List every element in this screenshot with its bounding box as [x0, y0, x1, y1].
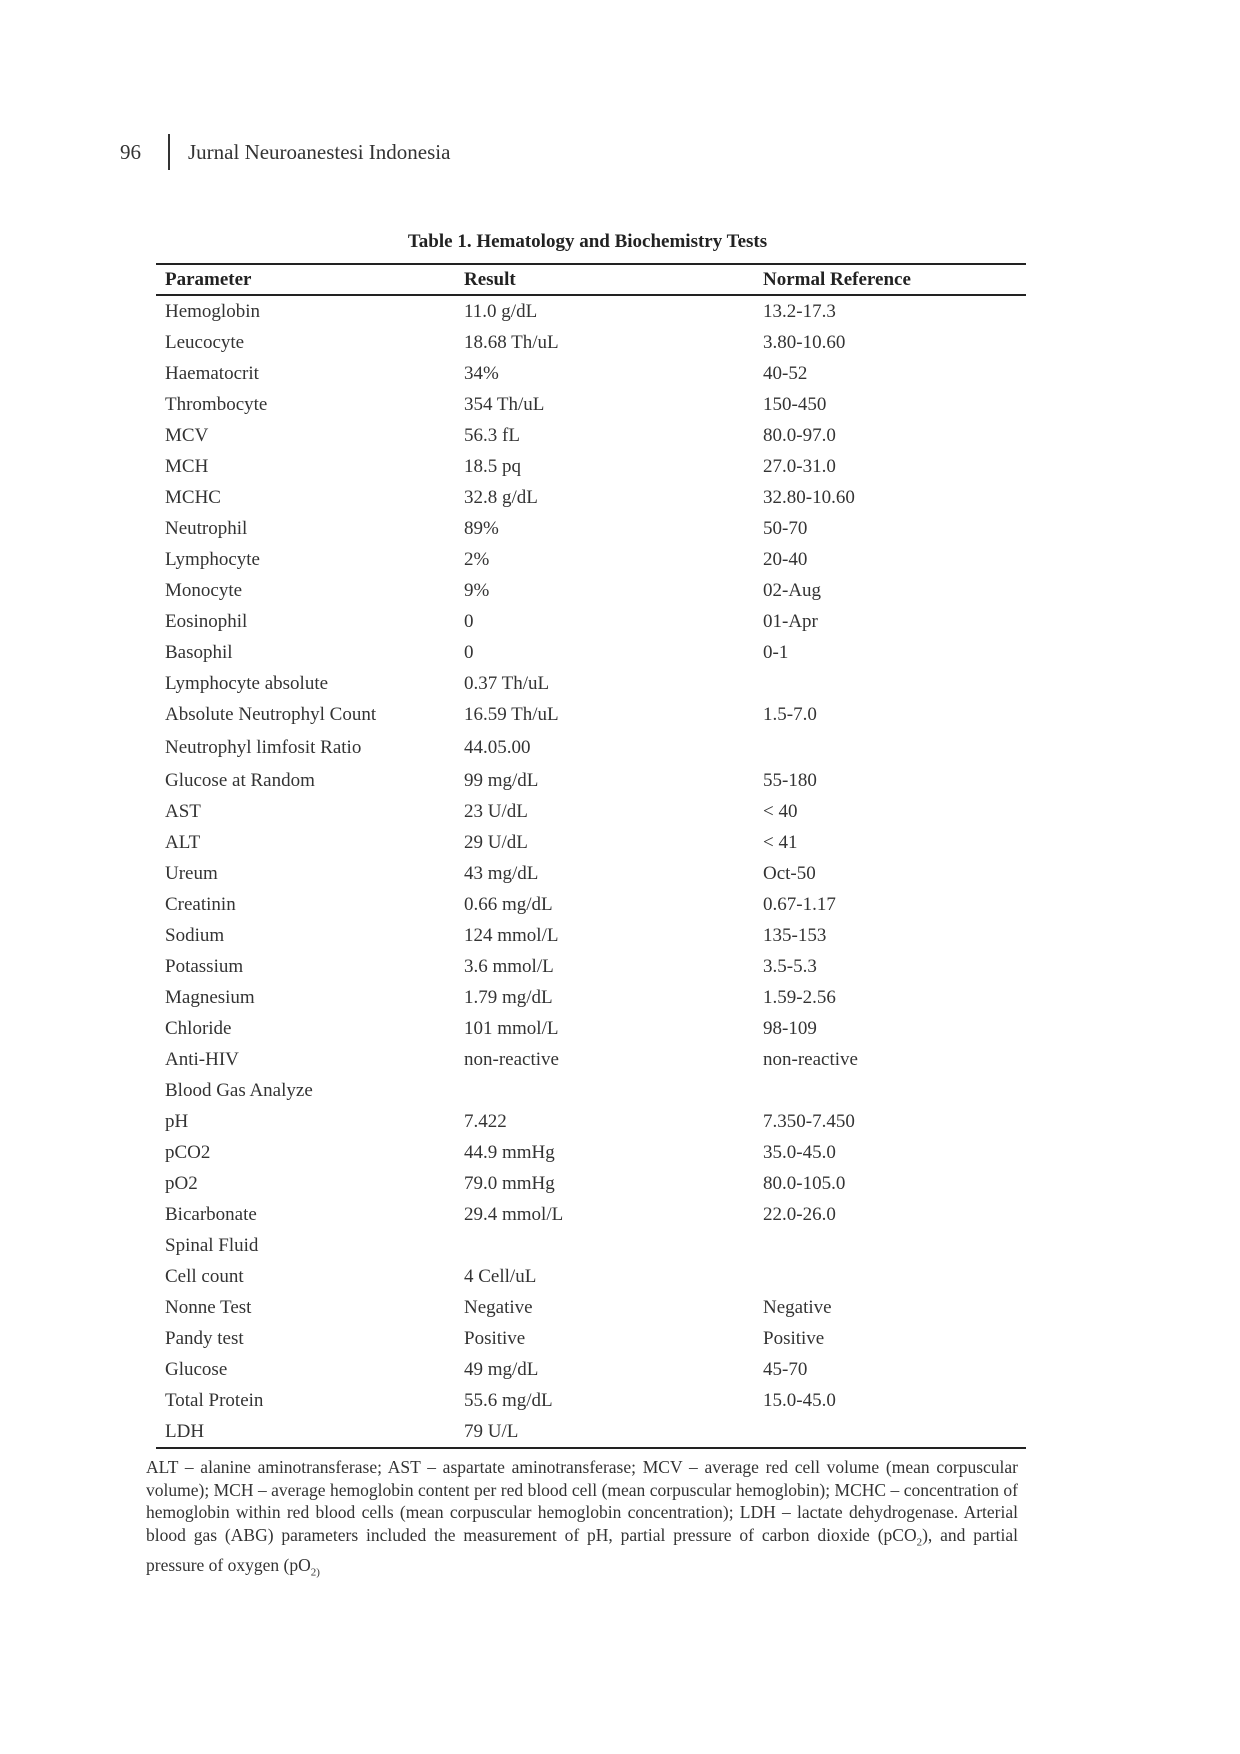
cell-normal-reference: 7.350-7.450 — [763, 1110, 855, 1132]
cell-parameter: MCV — [165, 424, 209, 446]
cell-normal-reference: < 41 — [763, 831, 798, 853]
cell-parameter: Sodium — [165, 924, 225, 946]
table-row — [156, 765, 1026, 796]
table-row — [156, 1013, 1026, 1044]
table-row — [156, 451, 1026, 482]
cell-parameter: Cell count — [165, 1265, 244, 1287]
cell-result: 55.6 mg/dL — [464, 1389, 553, 1411]
header-divider — [168, 134, 170, 170]
running-header — [120, 134, 450, 170]
cell-result: Positive — [464, 1327, 526, 1349]
cell-normal-reference: non-reactive — [763, 1048, 858, 1070]
cell-normal-reference: 20-40 — [763, 548, 808, 570]
cell-parameter: Nonne Test — [165, 1296, 252, 1318]
table-row — [156, 1137, 1026, 1168]
cell-normal-reference: 02-Aug — [763, 579, 822, 601]
cell-parameter: Basophil — [165, 641, 233, 663]
cell-parameter: pCO2 — [165, 1141, 211, 1163]
cell-normal-reference: 22.0-26.0 — [763, 1203, 836, 1225]
cell-parameter: pH — [165, 1110, 189, 1132]
cell-result: 79 U/L — [455, 1416, 754, 1448]
cell-normal-reference: 1.5-7.0 — [763, 703, 817, 725]
footnote-text: ALT – alanine aminotransferase; AST – aspartate aminotransferase; MCV – average red cell volume (mean corpuscular volume); MCH – average hemoglobin content per red blood cell (mean corpuscular hemoglobin); MCHC – concentration of hemoglobin within red blood cells (mean corpuscular hemoglobin concentration); LDH – lactate dehydrogenase. Arterial blood gas (ABG) parameters included the measurement of pH, partial pressure of carbon dioxide (pCO — [146, 1457, 1018, 1545]
cell-normal-reference: 3.80-10.60 — [763, 331, 846, 353]
table-row — [156, 889, 1026, 920]
cell-normal-reference — [754, 668, 1026, 699]
table-title: Table 1. Hematology and Biochemistry Tests — [407, 231, 768, 252]
journal-title: Jurnal Neuroanestesi Indonesia — [188, 139, 451, 164]
cell-parameter: Total Protein — [165, 1389, 264, 1411]
table-row — [156, 606, 1026, 637]
table-row — [156, 482, 1026, 513]
table-row — [156, 1106, 1026, 1137]
table-row — [156, 637, 1026, 668]
cell-parameter: LDH — [156, 1416, 455, 1448]
table-row — [156, 295, 1026, 327]
cell-normal-reference: 0.67-1.17 — [763, 893, 836, 915]
cell-parameter: Absolute Neutrophyl Count — [165, 703, 377, 725]
cell-result: 0 — [464, 641, 474, 663]
cell-result: 29 U/dL — [464, 831, 528, 853]
table-row — [156, 730, 1026, 765]
cell-result: 18.5 pq — [464, 455, 521, 477]
cell-parameter: pO2 — [165, 1172, 198, 1194]
cell-normal-reference: 50-70 — [763, 517, 808, 539]
cell-parameter: Neutrophyl limfosit Ratio — [165, 736, 362, 758]
table-row — [156, 827, 1026, 858]
cell-normal-reference: 45-70 — [763, 1358, 808, 1380]
cell-result — [455, 1230, 754, 1261]
cell-parameter: MCHC — [165, 486, 221, 508]
table-header-row — [156, 264, 1026, 295]
table-row — [156, 1230, 1026, 1261]
cell-result: 89% — [464, 517, 499, 539]
cell-result: 79.0 mmHg — [464, 1172, 555, 1194]
cell-result: 7.422 — [464, 1110, 507, 1132]
table-row — [156, 1044, 1026, 1075]
cell-normal-reference: 150-450 — [763, 393, 827, 415]
cell-parameter: Leucocyte — [165, 331, 245, 353]
cell-normal-reference: 32.80-10.60 — [763, 486, 855, 508]
cell-result: 44.9 mmHg — [464, 1141, 555, 1163]
table-row — [156, 1416, 1026, 1448]
cell-parameter: Spinal Fluid — [165, 1234, 259, 1256]
table-row — [156, 513, 1026, 544]
cell-normal-reference: 135-153 — [763, 924, 827, 946]
cell-parameter: Neutrophil — [165, 517, 248, 539]
cell-normal-reference: 1.59-2.56 — [763, 986, 836, 1008]
cell-parameter: Eosinophil — [165, 610, 248, 632]
cell-parameter: AST — [165, 800, 201, 822]
column-header-result: Result — [455, 264, 754, 295]
cell-result: 32.8 g/dL — [464, 486, 538, 508]
cell-normal-reference: 80.0-97.0 — [763, 424, 836, 446]
table-row — [156, 420, 1026, 451]
table-row — [156, 920, 1026, 951]
cell-result: non-reactive — [464, 1048, 559, 1070]
table-row — [156, 951, 1026, 982]
table-row — [156, 1168, 1026, 1199]
cell-parameter: Anti-HIV — [165, 1048, 239, 1070]
cell-parameter: Monocyte — [165, 579, 243, 601]
cell-result: 29.4 mmol/L — [464, 1203, 564, 1225]
cell-normal-reference: 0-1 — [763, 641, 789, 663]
cell-normal-reference: 01-Apr — [763, 610, 818, 632]
cell-parameter: Creatinin — [165, 893, 236, 915]
cell-normal-reference — [754, 1261, 1026, 1292]
cell-normal-reference: 27.0-31.0 — [763, 455, 836, 477]
cell-parameter: Glucose at Random — [165, 769, 315, 791]
cell-result: 4 Cell/uL — [464, 1265, 537, 1287]
cell-parameter: Blood Gas Analyze — [165, 1079, 313, 1101]
table-row — [156, 699, 1026, 730]
column-header-normal-reference: Normal Reference — [754, 264, 1026, 295]
cell-result: 0.66 mg/dL — [464, 893, 553, 915]
table-row — [156, 1354, 1026, 1385]
cell-normal-reference: 15.0-45.0 — [763, 1389, 836, 1411]
cell-normal-reference: < 40 — [763, 800, 798, 822]
table-row — [156, 1075, 1026, 1106]
cell-result: 34% — [464, 362, 499, 384]
cell-result: Negative — [464, 1296, 533, 1318]
cell-normal-reference: Oct-50 — [763, 862, 816, 884]
footnote-subscript-pco2: 2 — [916, 1536, 923, 1548]
cell-result: 99 mg/dL — [464, 769, 539, 791]
cell-normal-reference: Positive — [763, 1327, 825, 1349]
cell-normal-reference: Negative — [763, 1296, 832, 1318]
cell-parameter: Lymphocyte — [165, 548, 260, 570]
cell-normal-reference — [754, 1416, 1026, 1448]
cell-normal-reference — [754, 1230, 1026, 1261]
cell-normal-reference: 98-109 — [763, 1017, 817, 1039]
cell-result: 124 mmol/L — [464, 924, 559, 946]
table-row — [156, 1385, 1026, 1416]
cell-result: 101 mmol/L — [464, 1017, 559, 1039]
table-row — [156, 858, 1026, 889]
cell-result: 43 mg/dL — [464, 862, 539, 884]
table-row — [156, 327, 1026, 358]
cell-parameter: Bicarbonate — [165, 1203, 257, 1225]
table-row — [156, 1261, 1026, 1292]
footnote-subscript-po2: 2) — [310, 1566, 320, 1578]
cell-parameter: Thrombocyte — [165, 393, 268, 415]
table-row — [156, 575, 1026, 606]
cell-parameter: Potassium — [165, 955, 244, 977]
cell-result: 9% — [464, 579, 490, 601]
table-row — [156, 544, 1026, 575]
cell-parameter: MCH — [165, 455, 209, 477]
cell-result: 0.37 Th/uL — [464, 672, 550, 694]
cell-parameter: Glucose — [165, 1358, 228, 1380]
cell-normal-reference: 40-52 — [763, 362, 808, 384]
cell-result: 2% — [464, 548, 490, 570]
cell-parameter: Ureum — [165, 862, 218, 884]
cell-result: 18.68 Th/uL — [464, 331, 559, 353]
lab-results-table — [156, 263, 1026, 1449]
table-row — [156, 1199, 1026, 1230]
cell-result: 23 U/dL — [464, 800, 528, 822]
table-footnote — [146, 1456, 1018, 1584]
cell-result: 11.0 g/dL — [464, 300, 538, 322]
table-row — [156, 982, 1026, 1013]
cell-normal-reference — [754, 730, 1026, 765]
table-row — [156, 358, 1026, 389]
table-row — [156, 796, 1026, 827]
cell-result: 56.3 fL — [464, 424, 520, 446]
table-body — [156, 295, 1026, 1448]
cell-result: 3.6 mmol/L — [464, 955, 554, 977]
cell-parameter: ALT — [165, 831, 201, 853]
cell-result: 16.59 Th/uL — [464, 703, 559, 725]
cell-parameter: Haematocrit — [165, 362, 259, 384]
cell-normal-reference: 13.2-17.3 — [763, 300, 836, 322]
cell-result: 0 — [464, 610, 474, 632]
cell-result: 354 Th/uL — [464, 393, 545, 415]
page-number: 96 — [120, 139, 141, 164]
cell-result — [455, 1075, 754, 1106]
cell-result: 44.05.00 — [464, 736, 531, 758]
table-row — [156, 389, 1026, 420]
cell-normal-reference: 55-180 — [763, 769, 817, 791]
cell-parameter: Magnesium — [165, 986, 255, 1008]
cell-parameter: Chloride — [165, 1017, 232, 1039]
cell-normal-reference: 35.0-45.0 — [763, 1141, 836, 1163]
cell-parameter: Hemoglobin — [165, 300, 260, 322]
cell-parameter: Lymphocyte absolute — [165, 672, 329, 694]
cell-normal-reference: 3.5-5.3 — [763, 955, 817, 977]
cell-result: 49 mg/dL — [464, 1358, 539, 1380]
cell-result: 1.79 mg/dL — [464, 986, 553, 1008]
table-row — [156, 668, 1026, 699]
footnote-text-continued: ), and partial pressure of oxygen (pO — [146, 1524, 1019, 1575]
column-header-parameter: Parameter — [156, 264, 455, 295]
cell-parameter: Pandy test — [165, 1327, 244, 1349]
table-row — [156, 1323, 1026, 1354]
table-row — [156, 1292, 1026, 1323]
cell-normal-reference — [754, 1075, 1026, 1106]
cell-normal-reference: 80.0-105.0 — [763, 1172, 846, 1194]
